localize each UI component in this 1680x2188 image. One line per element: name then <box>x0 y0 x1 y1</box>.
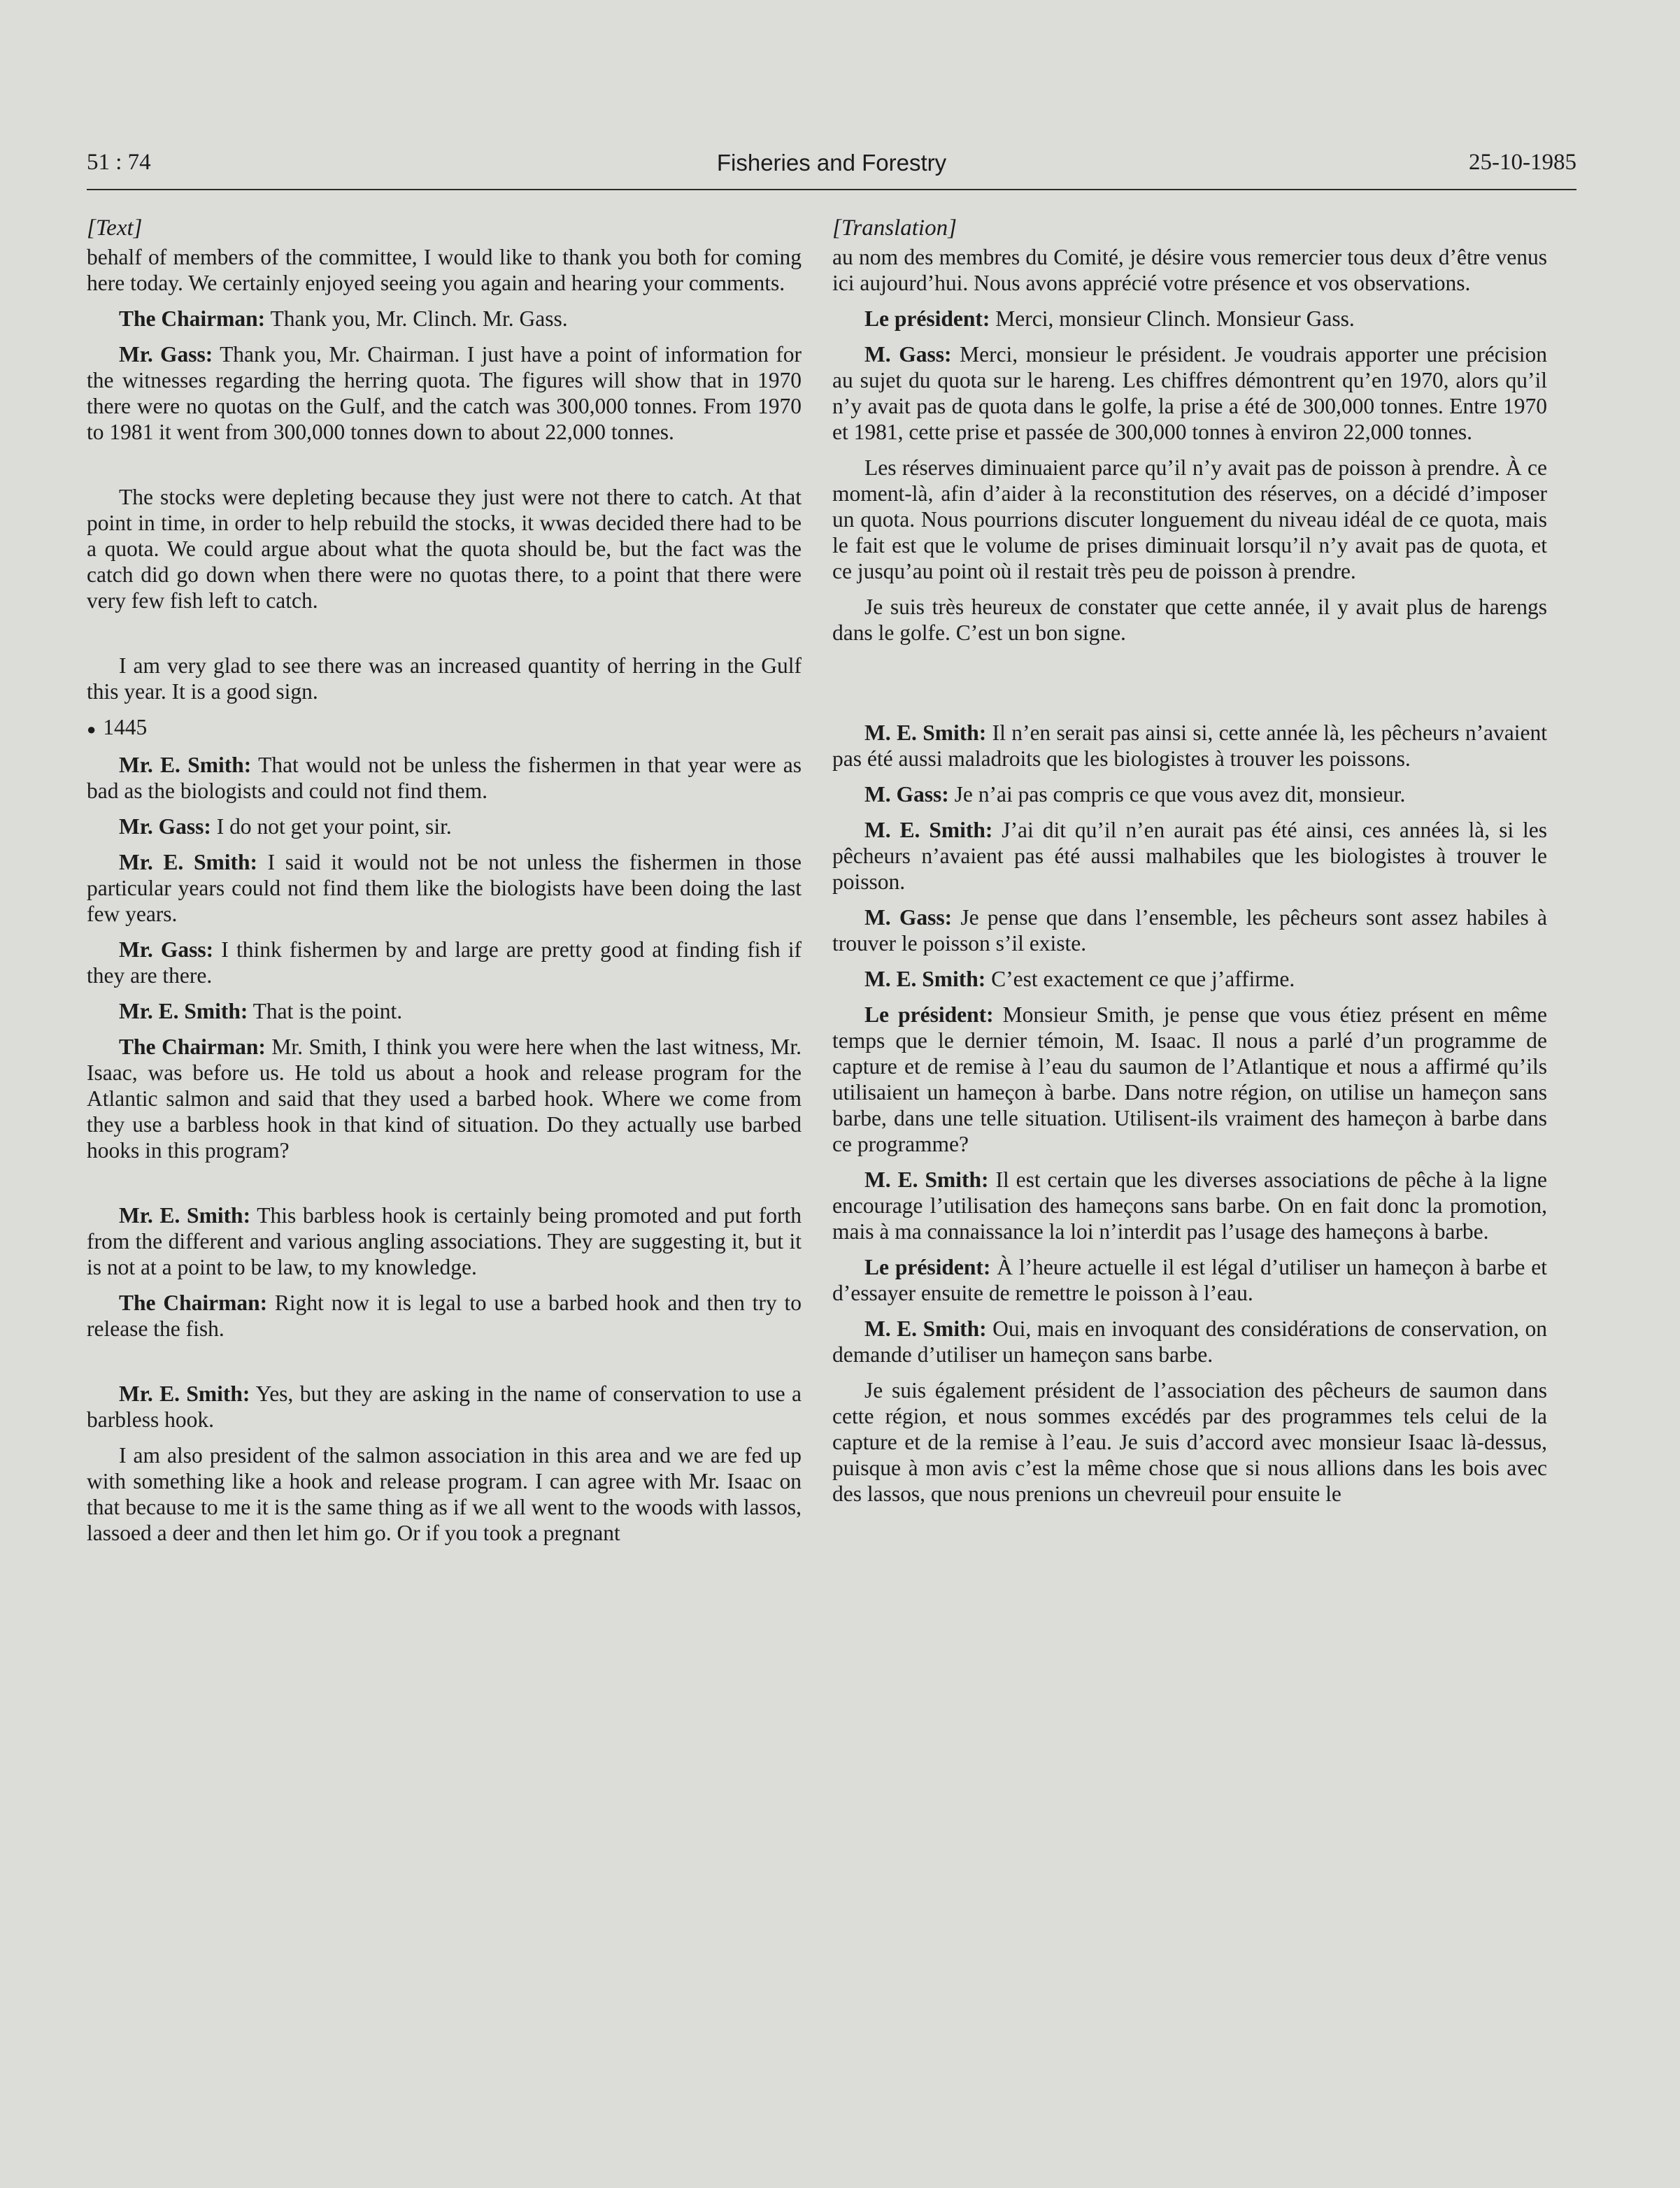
paragraph: Mr. Gass: Thank you, Mr. Chairman. I just have a point of information for the witnesses regarding the herring quota. The figures will show that in 1970 there were no quotas on the Gulf, and the catch was 300,000 tonnes. From 1970 to 1981 it went from 300,000 tonnes down to about 22,000 tonnes. <box>87 342 802 444</box>
paragraph: behalf of members of the committee, I would like to thank you both for coming here today. We certainly enjoyed seeing you again and hearing your comments. <box>87 245 802 295</box>
speaker-name: M. E. Smith: <box>864 1316 987 1341</box>
paragraph: Mr. E. Smith: This barbless hook is certainly being promoted and put forth from the different and various angling associations. They are suggesting it, but it is not at a point to be law, to my knowledge. <box>87 1203 802 1280</box>
speaker-name: Mr. Gass: <box>119 342 213 367</box>
french-column <box>832 215 1547 1507</box>
paragraph: Les réserves diminuaient parce qu’il n’y avait pas de poisson à prendre. À ce moment-là, afin d’aider à la reconstitution des réserves, on a décidé d’imposer un quota. Nous pourrions discuter longuement du niveau idéal de ce quota, mais le fait est que le volume de prises diminuait lorsqu’il n’y avait pas de quota, et ce jusqu’au point où il restait très peu de poisson à prendre. <box>832 455 1547 583</box>
time-marker: ● 1445 <box>87 715 148 739</box>
speaker-name: Mr. E. Smith: <box>119 753 252 778</box>
publication-title: Fisheries and Forestry <box>716 150 947 176</box>
speaker-name: Mr. E. Smith: <box>119 1381 250 1407</box>
paragraph: Mr. E. Smith: That would not be unless the fishermen in that year were as bad as the biologists and could not find them. <box>87 753 802 804</box>
paragraph: au nom des membres du Comité, je désire vous remercier tous deux d’être venus ici aujourd’hui. Nous avons apprécié votre présence et vos observations. <box>832 245 1547 295</box>
paragraph: I am very glad to see there was an increased quantity of herring in the Gulf this year. It is a good sign. <box>87 653 802 704</box>
paragraph: Mr. E. Smith: That is the point. <box>119 999 403 1024</box>
speaker-name: Le président: <box>864 1255 991 1279</box>
speaker-name: Mr. Gass: <box>119 937 214 962</box>
paragraph: Je suis également président de l’association des pêcheurs de saumon dans cette région, et nous sommes excédés par des programmes tels celui de la capture et de la remise à l’eau. Je suis d’accord avec monsieur Isaac là-dessus, puisque à mon avis c’est la même chose que si nous allions dans les bois avec des lassos, que nous prenions un chevreuil pour ensuite le <box>832 1378 1547 1506</box>
paragraph: The stocks were depleting because they just were not there to catch. At that point in time, in order to help rebuild the stocks, it wwas decided there had to be a quota. We could argue about what the quota should be, but the fact was the catch did go down when there were no quotas there, to a point that there were very few fish left to catch. <box>87 485 802 613</box>
paragraph: Mr. E. Smith: I said it would not be not unless the fishermen in those particular years could not find them like the biologists have been doing the last few years. <box>87 850 802 927</box>
paragraph: M. Gass: Je n’ai pas compris ce que vous avez dit, monsieur. <box>864 782 1406 807</box>
paragraph: M. E. Smith: Il est certain que les diverses associations de pêche à la ligne encourage l’utilisation des hameçons sans barbe. On en fait donc la promotion, mais à ma connaissance la loi n’interdit pas l’usage des hameçons à barbe. <box>832 1167 1547 1244</box>
speaker-name: M. E. Smith: <box>864 967 986 991</box>
speaker-name: The Chairman: <box>119 1291 268 1316</box>
paragraph: The Chairman: Right now it is legal to use a barbed hook and then try to release the fish. <box>87 1291 802 1342</box>
paragraph: M. E. Smith: Oui, mais en invoquant des considérations de conservation, on demande d’utiliser un hameçon sans barbe. <box>832 1316 1547 1367</box>
column-label: [Translation] <box>832 215 957 241</box>
running-head <box>87 150 1576 190</box>
column-label: [Text] <box>87 215 143 241</box>
paragraph: Le président: Merci, monsieur Clinch. Monsieur Gass. <box>864 306 1355 331</box>
speaker-name: M. Gass: <box>864 342 952 367</box>
speaker-name: The Chairman: <box>119 1035 266 1060</box>
session-date: 25-10-1985 <box>1469 150 1576 175</box>
paragraph: M. E. Smith: J’ai dit qu’il n’en aurait pas été ainsi, ces années là, si les pêcheurs n’avaient pas été aussi malhabiles que les biologistes à trouver le poisson. <box>832 818 1548 894</box>
speaker-name: Le président: <box>864 306 990 331</box>
speaker-name: Mr. E. Smith: <box>119 1203 251 1228</box>
paragraph: The Chairman: Thank you, Mr. Clinch. Mr. Gass. <box>119 306 568 331</box>
speaker-name: Mr. E. Smith: <box>119 999 248 1024</box>
speaker-name: M. Gass: <box>864 905 953 930</box>
paragraph: M. Gass: Je pense que dans l’ensemble, les pêcheurs sont assez habiles à trouver le poisson s’il existe. <box>832 905 1547 956</box>
speaker-name: Le président: <box>864 1002 994 1027</box>
paragraph: M. E. Smith: C’est exactement ce que j’affirme. <box>864 967 1295 991</box>
speaker-name: Mr. Gass: <box>119 814 211 839</box>
paragraph: Mr. Gass: I do not get your point, sir. <box>119 814 452 839</box>
speaker-name: M. E. Smith: <box>864 720 987 745</box>
paragraph: Je suis très heureux de constater que cette année, il y avait plus de harengs dans le golfe. C’est un bon signe. <box>832 595 1547 645</box>
paragraph: M. E. Smith: Il n’en serait pas ainsi si, cette année là, les pêcheurs n’avaient pas été aussi maladroits que les biologistes à trouver les poissons. <box>832 720 1548 771</box>
bullet-icon: ● <box>87 720 97 739</box>
speaker-name: M. Gass: <box>864 782 949 807</box>
paragraph: Le président: Monsieur Smith, je pense que vous étiez présent en même temps que le dernier témoin, M. Isaac. Il nous a parlé d’un programme de capture et de remise à l’eau du saumon de l’Atlantique et nous a affirmé qu’ils utilisaient un hameçon à barbe. Dans notre région, on utilise un hameçon sans barbe, dans une telle situation. Utilisent-ils vraiment des hameçon à barbe dans ce programme? <box>832 1002 1547 1156</box>
english-column <box>87 215 802 1546</box>
paragraph: Le président: À l’heure actuelle il est légal d’utiliser un hameçon à barbe et d’essayer ensuite de remettre le poisson à l’eau. <box>832 1255 1548 1305</box>
speaker-name: The Chairman: <box>119 306 266 331</box>
speaker-name: M. E. Smith: <box>864 818 993 842</box>
speaker-name: M. E. Smith: <box>864 1167 989 1192</box>
speaker-name: Mr. E. Smith: <box>119 850 257 875</box>
paragraph: Mr. Gass: I think fishermen by and large are pretty good at finding fish if they are there. <box>87 937 802 988</box>
page-number: 51 : 74 <box>87 150 151 175</box>
paragraph: I am also president of the salmon association in this area and we are fed up with something like a hook and release program. I can agree with Mr. Isaac on that because to me it is the same thing as if we all went to the woods with lassos, lassoed a deer and then let him go. Or if you took a pregnant <box>87 1443 802 1546</box>
paragraph: M. Gass: Merci, monsieur le président. Je voudrais apporter une précision au sujet du quota sur le hareng. Les chiffres démontrent qu’en 1970, alors qu’il n’y avait pas de quota dans le golfe, la prise a été de 300,000 tonnes. Entre 1970 et 1981, cette prise et passée de 300,000 tonnes à environ 22,000 tonnes. <box>832 342 1547 444</box>
paragraph: Mr. E. Smith: Yes, but they are asking in the name of conservation to use a barbless hook. <box>87 1381 802 1433</box>
paragraph: The Chairman: Mr. Smith, I think you were here when the last witness, Mr. Isaac, was before us. He told us about a hook and release program for the Atlantic salmon and said that they used a barbed hook. Where we come from they use a barbless hook in that kind of situation. Do they actually use barbed hooks in this program? <box>87 1035 802 1163</box>
